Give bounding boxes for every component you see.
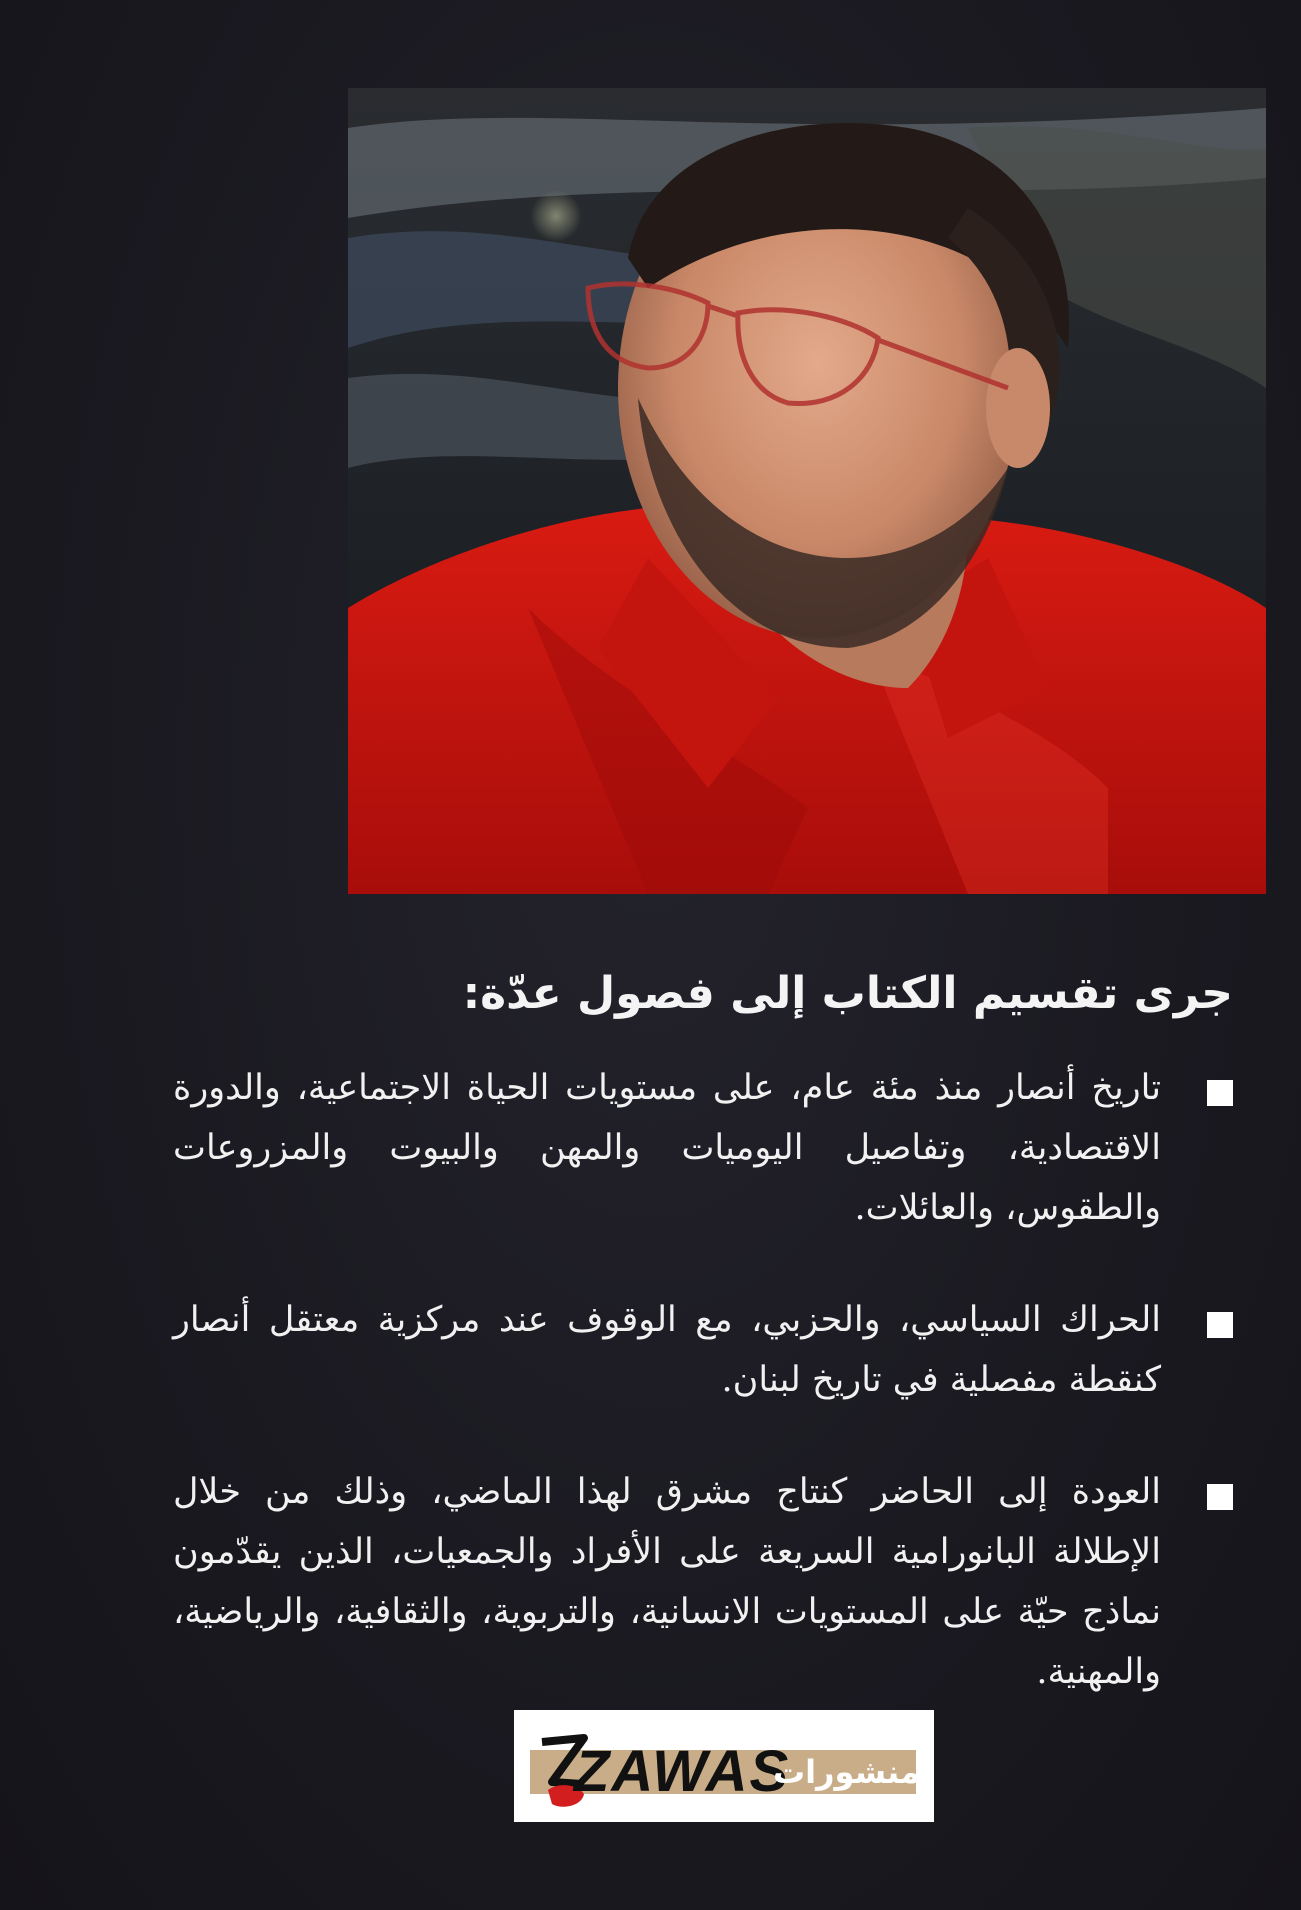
square-bullet-icon <box>1207 1312 1233 1338</box>
chapters-list <box>173 1058 1233 1754</box>
author-photo <box>348 88 1266 894</box>
chapter-text: الحراك السياسي، والحزبي، مع الوقوف عند مركزية معتقل أنصار كنقطة مفصلية في تاريخ لبنان. <box>173 1300 1161 1400</box>
publisher-name-latin: ZAWAS <box>574 1739 791 1804</box>
list-item <box>173 1462 1233 1702</box>
author-portrait-image <box>348 88 1266 894</box>
chapter-text: العودة إلى الحاضر كنتاج مشرق لهذا الماضي، وذلك من خلال الإطلالة البانورامية السريعة على الأفراد والجمعيات، الذين يقدّمون نماذج حيّة على المستويات الانسانية، والتربوية، والثقافية، والرياضية، والمهنية. <box>173 1472 1161 1692</box>
square-bullet-icon <box>1207 1080 1233 1106</box>
publisher-name-arabic: منشورات <box>772 1753 920 1791</box>
list-item <box>173 1058 1233 1238</box>
publisher-logo <box>514 1710 934 1822</box>
chapters-intro-heading: جرى تقسيم الكتاب إلى فصول عدّة: <box>462 968 1233 1019</box>
chapter-text: تاريخ أنصار منذ مئة عام، على مستويات الحياة الاجتماعية، والدورة الاقتصادية، وتفاصيل اليوميات والمهن والبيوت والمزروعات والطقوس، والعائلات. <box>173 1068 1161 1228</box>
list-item <box>173 1290 1233 1410</box>
square-bullet-icon <box>1207 1484 1233 1510</box>
